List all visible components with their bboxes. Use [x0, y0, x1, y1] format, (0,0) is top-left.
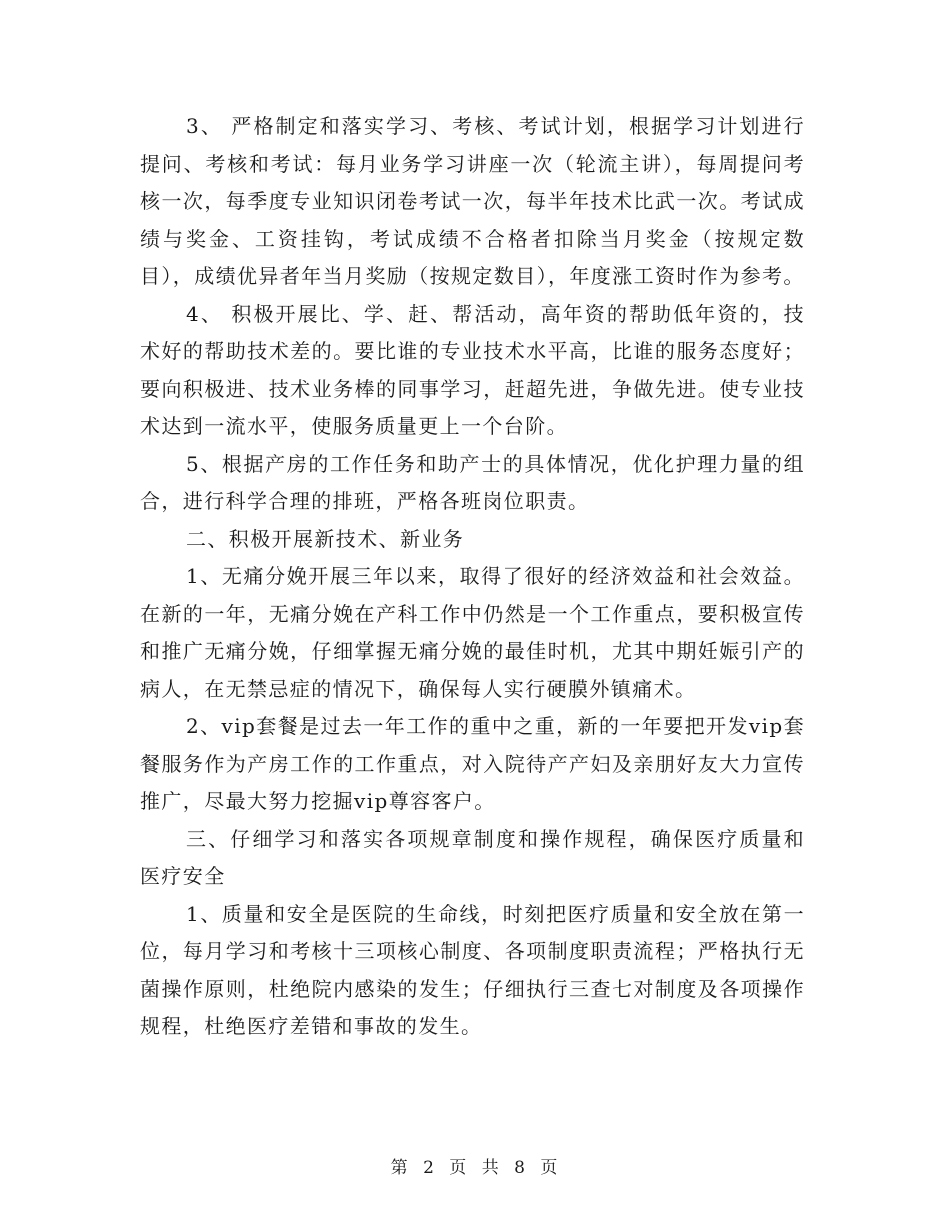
paragraph-scheduling: 5、根据产房的工作任务和助产士的具体情况，优化护理力量的组合，进行科学合理的排班，严格各班岗位职责。 — [140, 451, 805, 513]
paragraph-vip-package: 2、vip套餐是过去一年工作的重中之重，新的一年要把开发vip套餐服务作为产房工作的工作重点，对入院待产产妇及亲朋好友大力宣传推广，尽最大努力挖掘vip尊容客户。 — [140, 714, 805, 813]
paragraph-study-plan: 3、 严格制定和落实学习、考核、考试计划，根据学习计划进行提问、考核和考试：每月业务学习讲座一次（轮流主讲），每周提问考核一次，每季度专业知识闭卷考试一次，每半年技术比武一次。考试成绩与奖金、工资挂钩，考试成绩不合格者扣除当月奖金（按规定数目），成绩优异者年当月奖励（按规定数目），年度涨工资时作为参考。 — [140, 114, 805, 288]
page-number-footer: 第 2 页 共 8 页 — [390, 1158, 560, 1178]
paragraph-mutual-help: 4、 积极开展比、学、赶、帮活动，高年资的帮助低年资的，技术好的帮助技术差的。要比谁的专业技术水平高，比谁的服务态度好；要向积极进、技术业务棒的同事学习，赶超先进，争做先进。使专业技术达到一流水平，使服务质量更上一个台阶。 — [140, 301, 805, 438]
document-body — [140, 108, 805, 1046]
paragraph-painless-delivery: 1、无痛分娩开展三年以来，取得了很好的经济效益和社会效益。在新的一年，无痛分娩在产科工作中仍然是一个工作重点，要积极宣传和推广无痛分娩，仔细掌握无痛分娩的最佳时机，尤其中期妊娠引产的病人，在无禁忌症的情况下，确保每人实行硬膜外镇痛术。 — [140, 564, 805, 701]
paragraph-quality-safety: 1、质量和安全是医院的生命线，时刻把医疗质量和安全放在第一位，每月学习和考核十三项核心制度、各项制度职责流程；严格执行无菌操作原则，杜绝院内感染的发生；仔细执行三查七对制度及各项操作规程，杜绝医疗差错和事故的发生。 — [140, 901, 805, 1038]
section-heading-rules-safety: 三、仔细学习和落实各项规章制度和操作规程，确保医疗质量和医疗安全 — [140, 826, 805, 888]
section-heading-new-techniques: 二、积极开展新技术、新业务 — [186, 526, 465, 551]
